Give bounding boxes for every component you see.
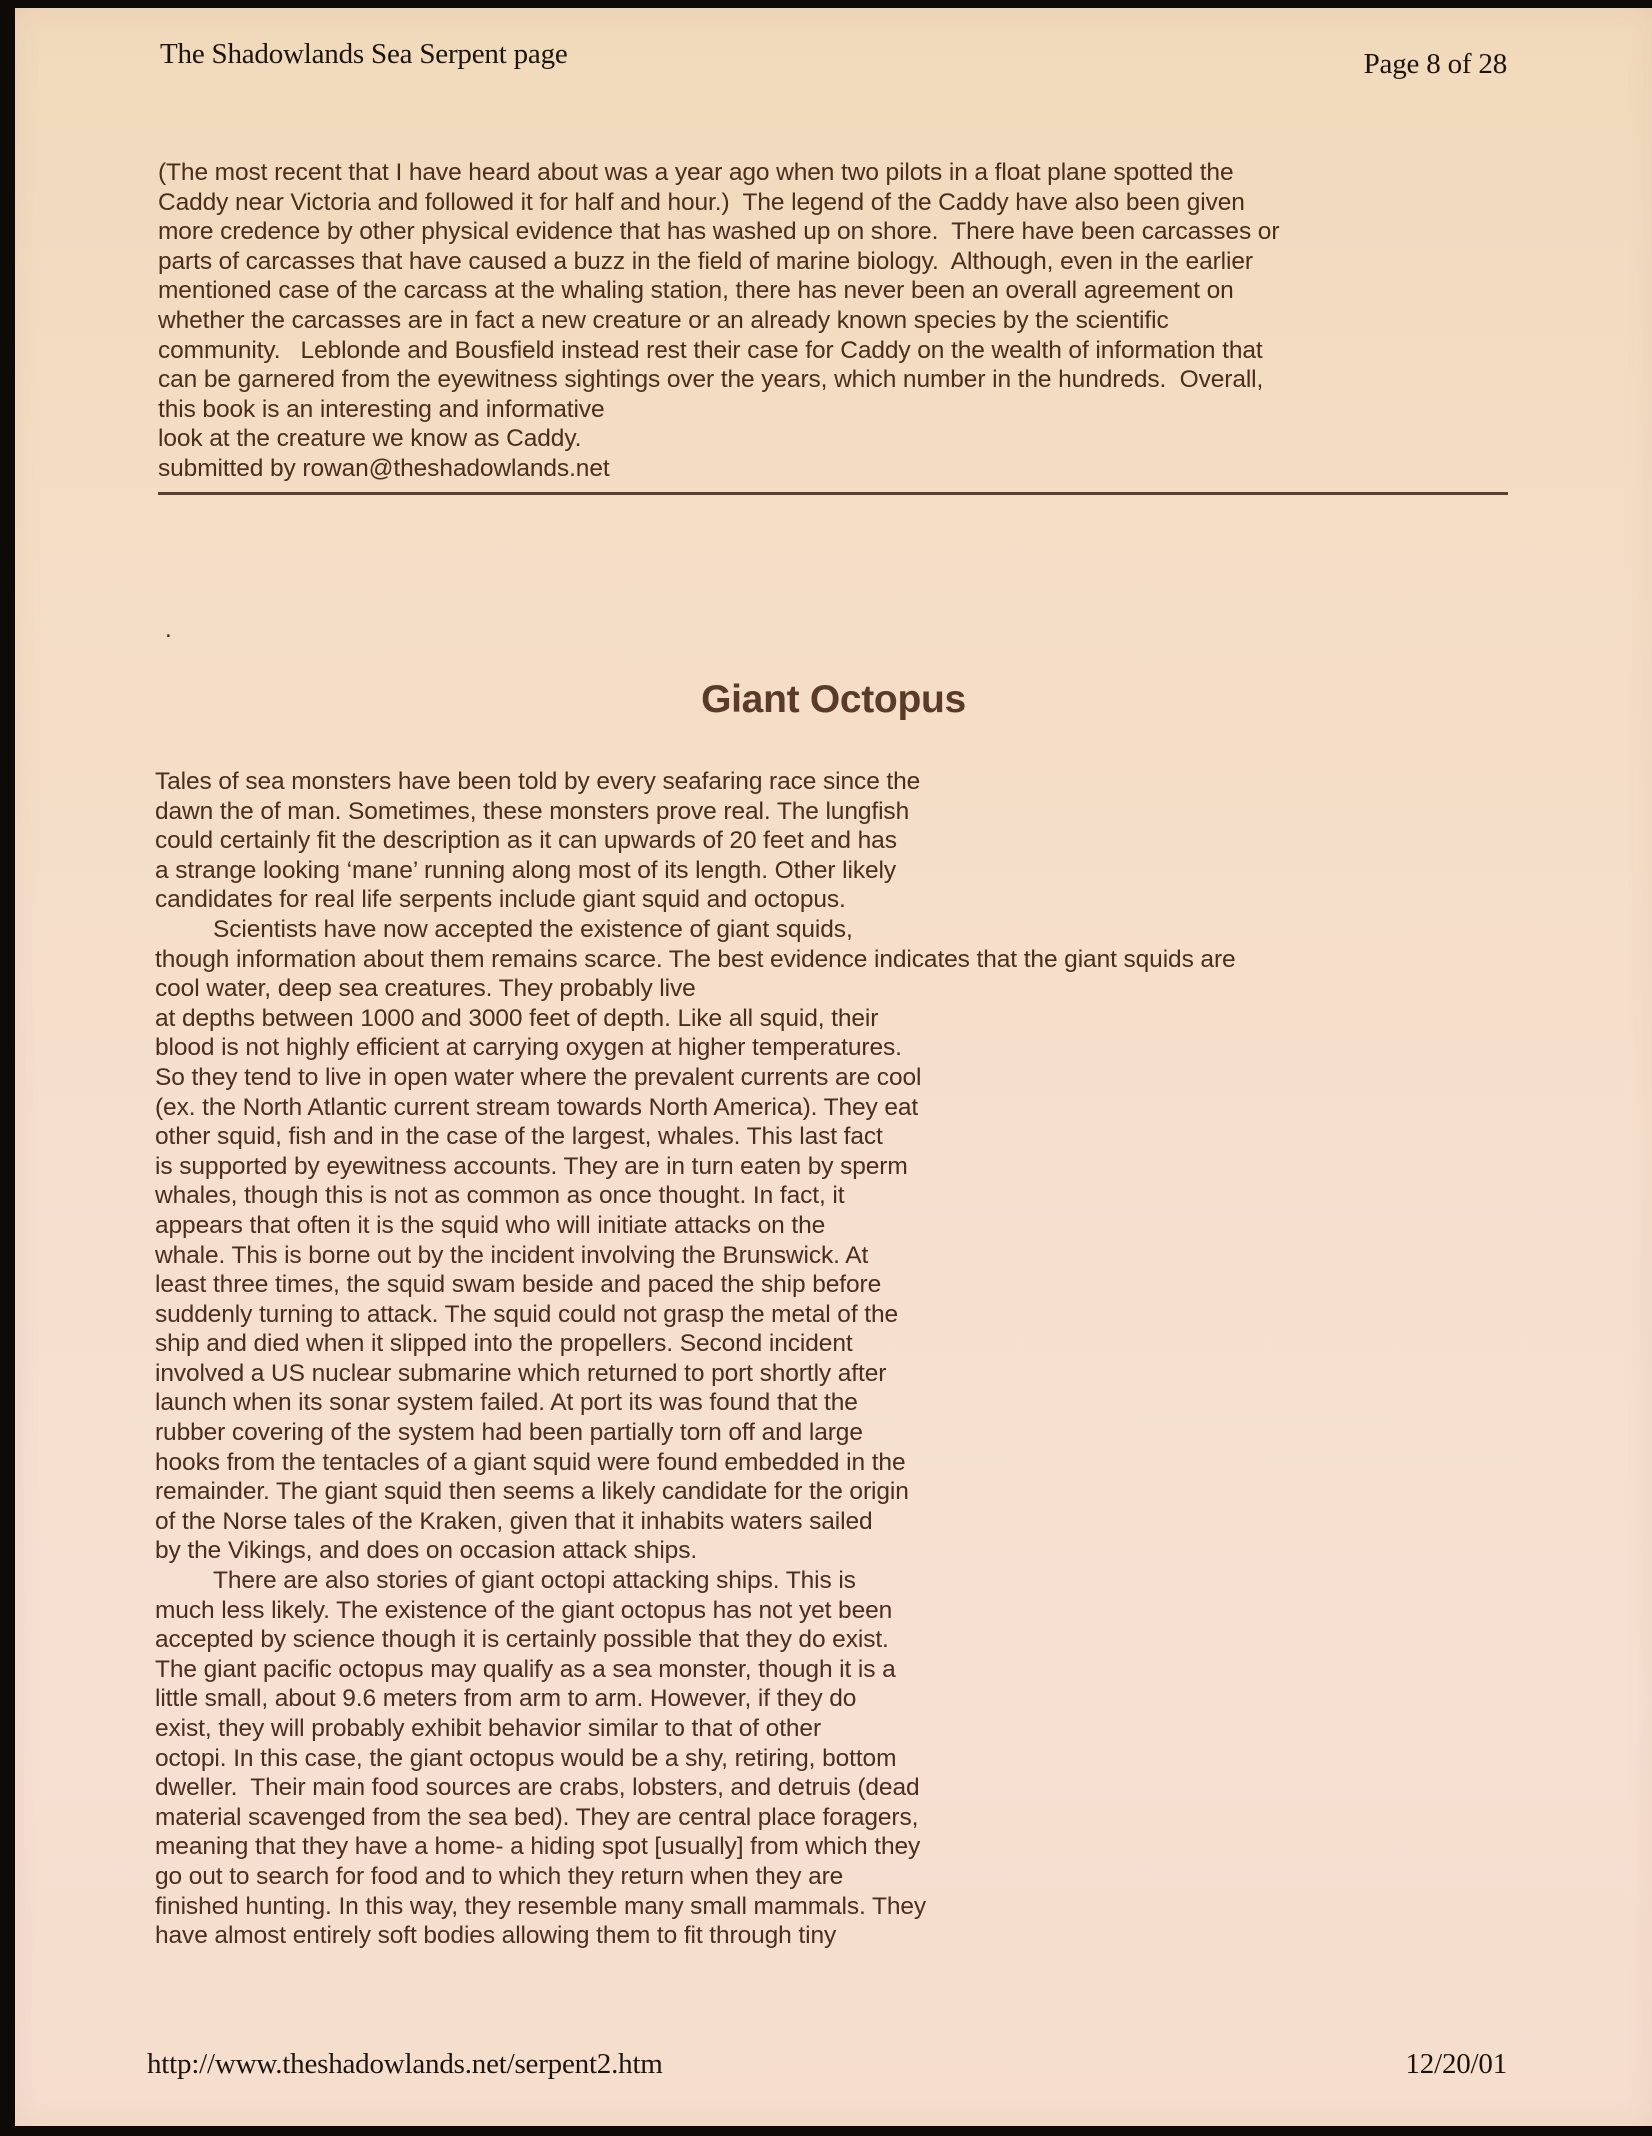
print-date: 12/20/01 — [1405, 2048, 1507, 2080]
submitter-credit: submitted by rowan@theshadowlands.net — [158, 454, 610, 482]
article-line: a strange looking ‘mane’ running along most of its length. Other likely — [155, 856, 897, 884]
article-line: involved a US nuclear submarine which returned to port shortly after — [155, 1359, 887, 1387]
review-line: Caddy near Victoria and followed it for half and hour.) The legend of the Caddy have also been given — [158, 188, 1245, 216]
article-line: accepted by science though it is certainly possible that they do exist. — [155, 1626, 889, 1654]
article-title: Giant Octopus — [701, 678, 966, 721]
running-header-title: The Shadowlands Sea Serpent page — [160, 38, 568, 70]
review-line: more credence by other physical evidence that has washed up on shore. There have been carcasses or — [158, 218, 1280, 246]
article-line: though information about them remains scarce. The best evidence indicates that the giant squids are — [155, 945, 1236, 973]
book-review-excerpt — [158, 158, 1558, 484]
article-line: go out to search for food and to which they return when they are — [155, 1862, 844, 1890]
article-line: is supported by eyewitness accounts. They are in turn eaten by sperm — [155, 1152, 908, 1180]
article-line: appears that often it is the squid who will initiate attacks on the — [155, 1211, 826, 1239]
article-line: remainder. The giant squid then seems a likely candidate for the origin — [155, 1478, 909, 1506]
article-line: have almost entirely soft bodies allowing them to fit through tiny — [155, 1922, 837, 1950]
article-line: ship and died when it slipped into the propellers. Second incident — [155, 1330, 853, 1358]
article-line: least three times, the squid swam beside and paced the ship before — [155, 1271, 882, 1299]
review-line: mentioned case of the carcass at the whaling station, there has never been an overall agreement on — [158, 277, 1234, 305]
review-line: this book is an interesting and informative — [158, 395, 605, 423]
article-line: much less likely. The existence of the giant octopus has not yet been — [155, 1596, 893, 1624]
article-line: cool water, deep sea creatures. They probably live — [155, 975, 696, 1003]
article-line: of the Norse tales of the Kraken, given that it inhabits waters sailed — [155, 1507, 873, 1535]
article-line: finished hunting. In this way, they resemble many small mammals. They — [155, 1892, 927, 1920]
paragraph-first-line: There are also stories of giant octopi attacking ships. This is — [213, 1567, 856, 1595]
article-line: launch when its sonar system failed. At port its was found that the — [155, 1389, 858, 1417]
article-line: could certainly fit the description as it can upwards of 20 feet and has — [155, 827, 897, 855]
article-line: So they tend to live in open water where the prevalent currents are cool — [155, 1063, 922, 1091]
article-line: candidates for real life serpents include giant squid and octopus. — [155, 886, 846, 914]
article-line: hooks from the tentacles of a giant squid were found embedded in the — [155, 1448, 906, 1476]
horizontal-divider — [158, 492, 1508, 495]
article-line: other squid, fish and in the case of the largest, whales. This last fact — [155, 1123, 883, 1151]
article-line: whales, though this is not as common as once thought. In fact, it — [155, 1182, 845, 1210]
review-line: parts of carcasses that have caused a buzz in the field of marine biology. Although, even in the earlier — [158, 247, 1253, 275]
article-line: (ex. the North Atlantic current stream towards North America). They eat — [155, 1093, 919, 1121]
article-line: meaning that they have a home- a hiding spot [usually] from which they — [155, 1833, 921, 1861]
article-line: by the Vikings, and does on occasion attack ships. — [155, 1537, 698, 1565]
article-line: suddenly turning to attack. The squid could not grasp the metal of the — [155, 1300, 898, 1328]
article-line: dweller. Their main food sources are crabs, lobsters, and detruis (dead — [155, 1774, 920, 1802]
article-line: little small, about 9.6 meters from arm to arm. However, if they do — [155, 1685, 857, 1713]
article-line: at depths between 1000 and 3000 feet of depth. Like all squid, their — [155, 1004, 879, 1032]
article-line: octopi. In this case, the giant octopus would be a shy, retiring, bottom — [155, 1744, 897, 1772]
review-line: can be garnered from the eyewitness sightings over the years, which number in the hundreds. Overall, — [158, 366, 1264, 394]
article-line: blood is not highly efficient at carrying oxygen at higher temperatures. — [155, 1034, 902, 1062]
article-line: exist, they will probably exhibit behavior similar to that of other — [155, 1715, 822, 1742]
review-line: (The most recent that I have heard about was a year ago when two pilots in a float plane spotted the — [158, 159, 1234, 186]
article-line: Tales of sea monsters have been told by every seafaring race since the — [155, 768, 921, 795]
article-line: The giant pacific octopus may qualify as a sea monster, though it is a — [155, 1655, 896, 1683]
page-number: Page 8 of 28 — [1363, 48, 1507, 80]
article-line: material scavenged from the sea bed). They are central place foragers, — [155, 1803, 919, 1831]
review-line: whether the carcasses are in fact a new creature or an already known species by the scientific — [158, 306, 1169, 334]
article-line: rubber covering of the system had been partially torn off and large — [155, 1419, 863, 1447]
review-line: community. Leblonde and Bousfield instead rest their case for Caddy on the wealth of information that — [158, 336, 1263, 364]
page-url: http://www.theshadowlands.net/serpent2.htm — [147, 2048, 663, 2080]
stray-mark: . — [165, 616, 172, 643]
review-line: look at the creature we know as Caddy. — [158, 425, 582, 453]
article-body — [155, 767, 1635, 1951]
printed-page — [15, 8, 1652, 2126]
article-line: whale. This is borne out by the incident involving the Brunswick. At — [155, 1241, 869, 1269]
article-line: dawn the of man. Sometimes, these monsters prove real. The lungfish — [155, 797, 910, 825]
paragraph-first-line: Scientists have now accepted the existence of giant squids, — [213, 915, 853, 943]
